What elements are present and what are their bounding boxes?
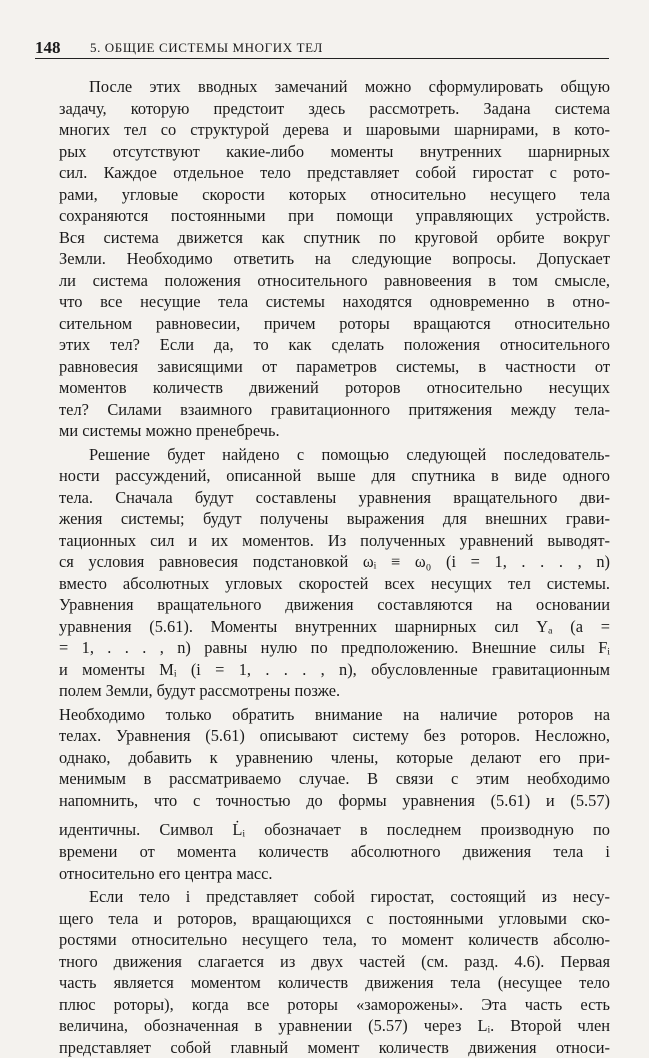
text-line: тационных сил и их моментов. Из полученных уравнений выводят- — [59, 530, 610, 552]
text-line: и моменты Mᵢ (i = 1, . . . , n), обусловленные гравитационным — [59, 659, 610, 681]
text-line: ли система положения относительного равновеения в том смысле, — [59, 270, 610, 292]
text-line: Земли. Необходимо ответить на следующие вопросы. Допускает — [59, 248, 610, 270]
body-text — [59, 76, 610, 1058]
text-line: однако, добавить к уравнению члены, которые делают его при- — [59, 747, 610, 769]
text-line: идентичны. Символ L̇ᵢ обозначает в последнем производную по — [59, 811, 610, 841]
text-line: сил. Каждое отдельное тело представляет собой гиростат с рото- — [59, 162, 610, 184]
text-line: тел? Силами взаимного гравитационного притяжения между тела- — [59, 399, 610, 421]
text-line: ростями относительно несущего тела, то момент количеств абсолю- — [59, 929, 610, 951]
text-line: многих тел со структурой дерева и шаровыми шарнирами, в кото- — [59, 119, 610, 141]
text-line: относительно его центра масс. — [59, 863, 610, 885]
text-line: величина, обозначенная в уравнении (5.57) через Lᵢ. Второй член — [59, 1015, 610, 1037]
text-line: телах. Уравнения (5.61) описывают систему без роторов. Несложно, — [59, 725, 610, 747]
text-line: После этих вводных замечаний можно сформулировать общую — [59, 76, 610, 98]
text-line: тела. Сначала будут составлены уравнения вращательного дви- — [59, 487, 610, 509]
paragraph — [59, 886, 610, 1058]
page-number: 148 — [35, 38, 61, 58]
paragraph — [59, 704, 610, 885]
text-line: щего тела и роторов, вращающихся с постоянными угловыми ско- — [59, 908, 610, 930]
text-line: ся условия равновесия подстановкой ωᵢ ≡ ω₀ (i = 1, . . . , n) — [59, 551, 610, 573]
text-line: тного движения слагается из двух частей (см. разд. 4.6). Первая — [59, 951, 610, 973]
running-header — [35, 38, 609, 59]
text-line: рых отсутствуют какие-либо моменты внутренних шарнирных — [59, 141, 610, 163]
text-line: = 1, . . . , n) равны нулю по предположению. Внешние силы Fᵢ — [59, 637, 610, 659]
text-line: ми системы можно пренебречь. — [59, 420, 610, 442]
text-line: этих тел? Если да, то как сделать положения относительного — [59, 334, 610, 356]
paragraph — [59, 444, 610, 702]
text-line: Уравнения вращательного движения составляются на основании — [59, 594, 610, 616]
text-line: часть является моментом количеств движения тела (несущее тело — [59, 972, 610, 994]
text-line: рами, угловые скорости которых относительно несущего тела — [59, 184, 610, 206]
text-line: задачу, которую предстоит здесь рассмотреть. Задана система — [59, 98, 610, 120]
text-line: вместо абсолютных угловых скоростей всех несущих тел системы. — [59, 573, 610, 595]
text-line: времени от момента количеств абсолютного движения тела i — [59, 841, 610, 863]
text-line: Решение будет найдено с помощью следующей последователь- — [59, 444, 610, 466]
text-line: Необходимо только обратить внимание на наличие роторов на — [59, 704, 610, 726]
text-line: моментов количеств движений роторов относительно несущих — [59, 377, 610, 399]
text-line: напомнить, что с точностью до формы уравнения (5.61) и (5.57) — [59, 790, 610, 812]
text-line: менимым в рассматриваемо случае. В связи с этим необходимо — [59, 768, 610, 790]
text-line: ности рассуждений, описанной выше для спутника в виде одного — [59, 465, 610, 487]
text-line: плюс роторы), когда все роторы «заморожены». Эта часть есть — [59, 994, 610, 1016]
paragraph — [59, 76, 610, 442]
text-line: что все несущие тела системы находятся одновременно в отно- — [59, 291, 610, 313]
text-line: сительном равновесии, причем роторы вращаются относительно — [59, 313, 610, 335]
text-line: жения системы; будут получены выражения для внешних грави- — [59, 508, 610, 530]
text-line: сохраняются постоянными при помощи управляющих устройств. — [59, 205, 610, 227]
text-line: Если тело i представляет собой гиростат, состоящий из несу- — [59, 886, 610, 908]
text-line: равновесия зависящими от параметров системы, в частности от — [59, 356, 610, 378]
text-line: представляет собой главный момент количеств движения относи- — [59, 1037, 610, 1058]
running-head-title: 5. ОБЩИЕ СИСТЕМЫ МНОГИХ ТЕЛ — [90, 40, 323, 56]
text-line: уравнения (5.61). Моменты внутренних шарнирных сил Yₐ (a = — [59, 616, 610, 638]
text-line: Вся система движется как спутник по круговой орбите вокруг — [59, 227, 610, 249]
text-line: полем Земли, будут рассмотрены позже. — [59, 680, 610, 702]
